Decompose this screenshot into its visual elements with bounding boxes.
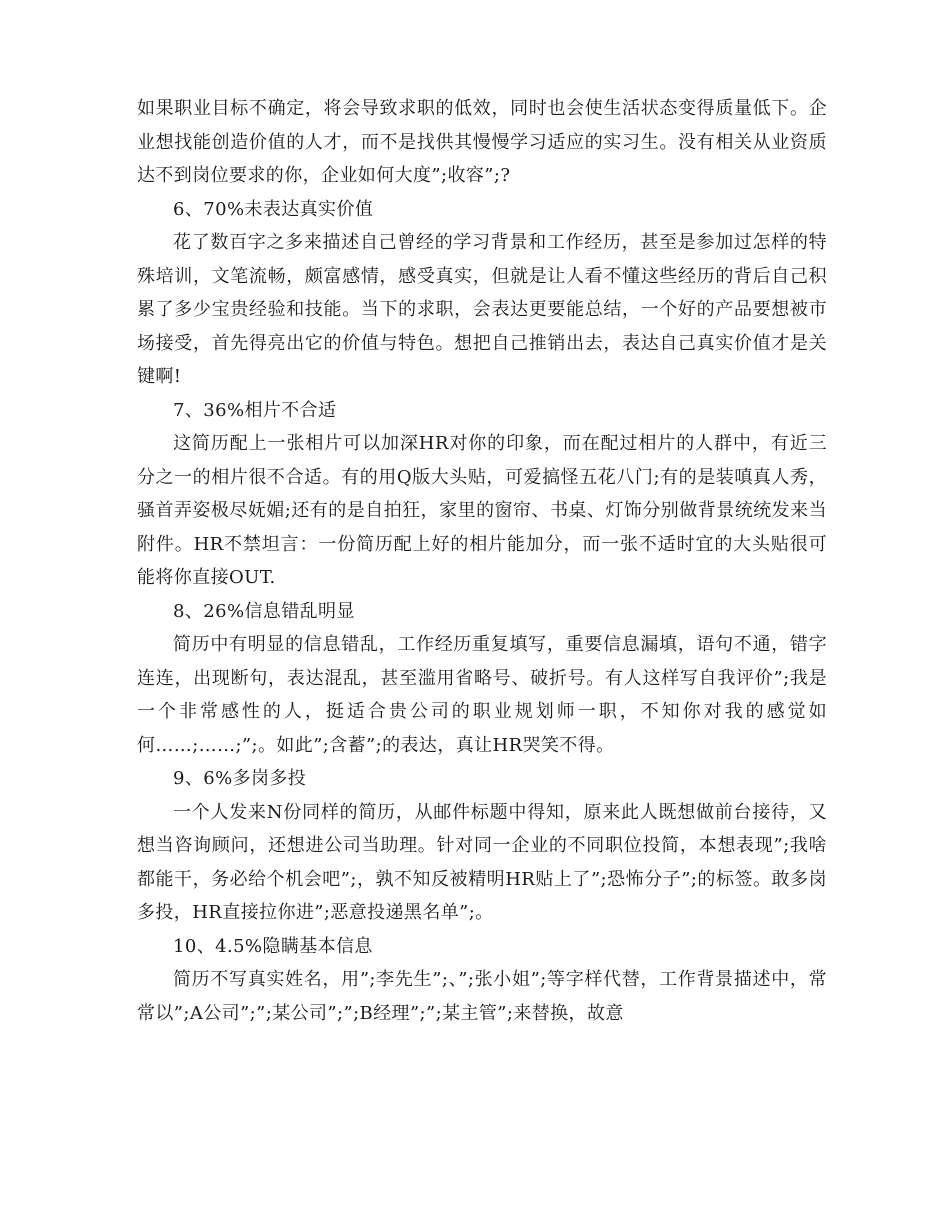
section-heading-6: 6、70%未表达真实价值 xyxy=(173,198,374,220)
paragraph-10: 简历不写真实姓名，用”;李先生”;、”;张小姐”;等字样代替，工作背景描述中，常常以”;A公司”;”;某公司”;”;B经理”;”;某主管”;来替换，故意 xyxy=(137,969,827,1024)
document-body xyxy=(137,92,827,1030)
paragraph-9: 一个人发来N份同样的简历，从邮件标题中得知，原来此人既想做前台接待，又想当咨询顾问，还想进公司当助理。针对同一企业的不同职位投简，本想表现”;我啥都能干，务必给个机会吧”;，孰不知反被精明HR贴上了”;恐怖分子”;的标签。敢多岗多投，HR直接拉你进”;恶意投递黑名单”;。 xyxy=(137,801,827,923)
paragraph-7: 这简历配上一张相片可以加深HR对你的印象，而在配过相片的人群中，有近三分之一的相片很不合适。有的用Q版大头贴，可爱搞怪五花八门;有的是装嗔真人秀，骚首弄姿极尽妩媚;还有的是自拍狂，家里的窗帘、书桌、灯饰分别做背景统统发来当附件。HR不禁坦言：一份简历配上好的相片能加分，而一张不适时宜的大头贴很可能将你直接OUT. xyxy=(137,433,827,588)
paragraph-8: 简历中有明显的信息错乱，工作经历重复填写，重要信息漏填，语句不通，错字连连，出现断句，表达混乱，甚至滥用省略号、破折号。有人这样写自我评价”;我是一个非常感性的人，挺适合贵公司的职业规划师一职，不知你对我的感觉如何……;……;”;。如此”;含蓄”;的表达，真让HR哭笑不得。 xyxy=(137,634,827,756)
paragraph-6: 花了数百字之多来描述自己曾经的学习背景和工作经历，甚至是参加过怎样的特殊培训，文笔流畅，颇富感情，感受真实，但就是让人看不懂这些经历的背后自己积累了多少宝贵经验和技能。当下的求职，会表达更要能总结，一个好的产品要想被市场接受，首先得亮出它的价值与特色。想把自己推销出去，表达自己真实价值才是关键啊! xyxy=(137,232,827,387)
section-heading-10: 10、4.5%隐瞒基本信息 xyxy=(173,935,373,957)
section-heading-9: 9、6%多岗多投 xyxy=(173,768,307,789)
paragraph-intro: 如果职业目标不确定，将会导致求职的低效，同时也会使生活状态变得质量低下。企业想找能创造价值的人才，而不是找供其慢慢学习适应的实习生。没有相关从业资质达不到岗位要求的你，企业如何大度”;收容”;? xyxy=(137,98,827,186)
section-heading-7: 7、36%相片不合适 xyxy=(173,399,337,421)
section-heading-8: 8、26%信息错乱明显 xyxy=(173,600,355,622)
